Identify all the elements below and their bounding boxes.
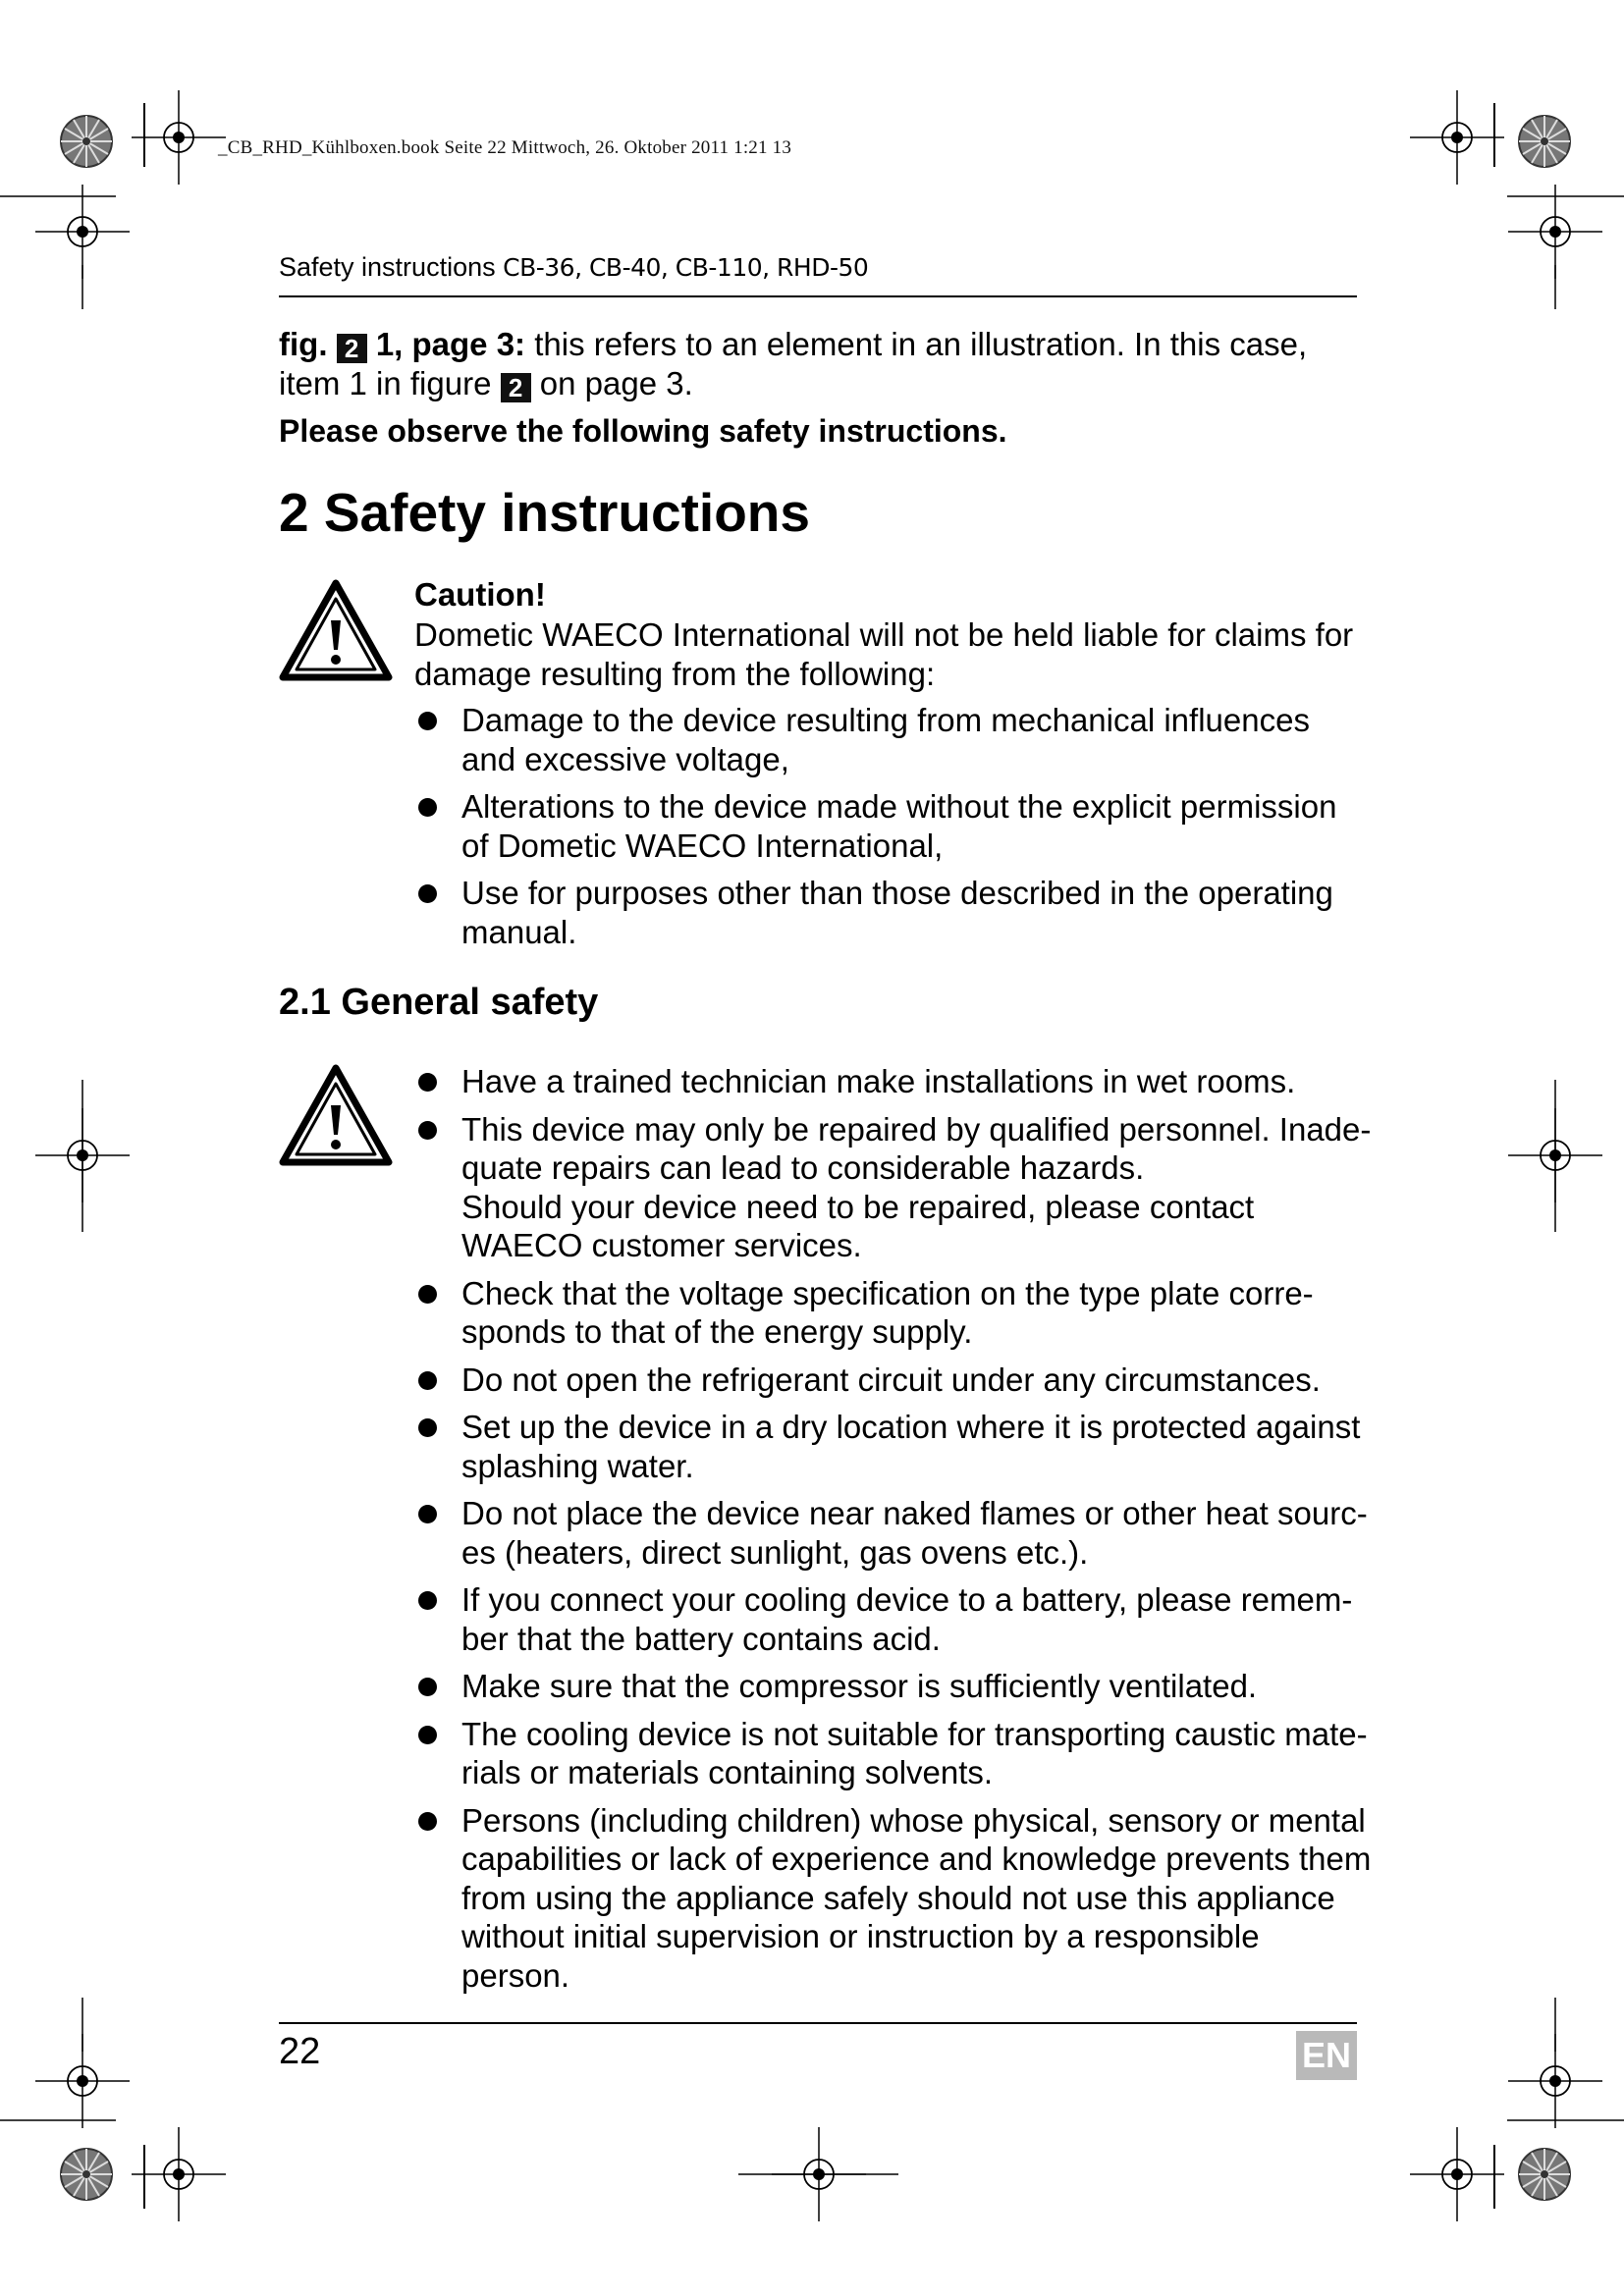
running-header bbox=[279, 252, 1357, 297]
warning-triangle-icon-2 bbox=[279, 1064, 393, 1166]
list-item-text: This device may only be repaired by qualified personnel. Inade- quate repairs can lead to considerable hazards. Should your device need to be repaired, please contact WAECO customer services. bbox=[461, 1110, 1372, 1263]
list-item bbox=[414, 1110, 1372, 1265]
bullet-icon bbox=[418, 1591, 437, 1610]
list-item bbox=[414, 1361, 1372, 1400]
fig-text-line-2b: on page 3. bbox=[530, 365, 693, 401]
bullet-icon bbox=[418, 1121, 437, 1140]
list-item bbox=[414, 1494, 1372, 1572]
list-item-text: Set up the device in a dry location where it is protected against splashing water. bbox=[461, 1409, 1361, 1484]
list-item-text: The cooling device is not suitable for transporting caustic mate- rials or materials containing solvents. bbox=[461, 1715, 1368, 1790]
bullet-icon bbox=[418, 1726, 437, 1744]
fig-text-line-2a: item 1 in figure bbox=[279, 365, 501, 401]
list-item-text: Damage to the device resulting from mechanical influences and excessive voltage, bbox=[461, 702, 1310, 777]
list-item bbox=[414, 701, 1372, 778]
figure-reference-note bbox=[279, 325, 1359, 403]
list-item-text: Have a trained technician make installations in wet rooms. bbox=[461, 1063, 1296, 1099]
general-safety-list bbox=[414, 1062, 1372, 2003]
print-info-line: _CB_RHD_Kühlboxen.book Seite 22 Mittwoch, 26. Oktober 2011 1:21 13 bbox=[218, 137, 792, 158]
page-number: 22 bbox=[279, 2031, 321, 2072]
list-item bbox=[414, 1801, 1372, 1996]
fig-text-line-1: this refers to an element in an illustration. In this case, bbox=[525, 326, 1308, 362]
list-item bbox=[414, 1274, 1372, 1352]
list-item bbox=[414, 874, 1372, 951]
list-item-text: Make sure that the compressor is sufficiently ventilated. bbox=[461, 1668, 1258, 1704]
list-item-text: Do not open the refrigerant circuit under any circumstances. bbox=[461, 1361, 1321, 1398]
fig-ref-rest: 1, page 3: bbox=[375, 326, 526, 362]
fig-label: fig. bbox=[279, 326, 328, 362]
list-item bbox=[414, 1408, 1372, 1485]
section-title: 2 Safety instructions bbox=[279, 482, 810, 543]
caution-list bbox=[414, 701, 1372, 960]
bullet-icon bbox=[418, 798, 437, 817]
list-item bbox=[414, 787, 1372, 865]
list-item-text: Persons (including children) whose physical, sensory or mental capabilities or lack of experience and knowledge prevents them from using the appliance safely should not use this appliance without initial supervision or instruction by a responsible person. bbox=[461, 1801, 1372, 1994]
list-item-text: Do not place the device near naked flames or other heat sourc- es (heaters, direct sunlight, gas ovens etc.). bbox=[461, 1495, 1368, 1571]
footer-rule bbox=[279, 2022, 1357, 2024]
warning-triangle-icon bbox=[279, 579, 393, 681]
list-item-text: If you connect your cooling device to a battery, please remem- ber that the battery contains acid. bbox=[461, 1581, 1353, 1657]
header-models: CB-36, CB-40, CB-110, RHD-50 bbox=[503, 253, 869, 282]
list-item bbox=[414, 1715, 1372, 1792]
bullet-icon bbox=[418, 1678, 437, 1696]
bullet-icon bbox=[418, 712, 437, 730]
bullet-icon bbox=[418, 1812, 437, 1831]
language-tab: EN bbox=[1296, 2031, 1357, 2080]
list-item-text: Use for purposes other than those described in the operating manual. bbox=[461, 875, 1333, 950]
list-item bbox=[414, 1062, 1372, 1101]
bullet-icon bbox=[418, 1371, 437, 1390]
bullet-icon bbox=[418, 884, 437, 903]
figure-number-box: 2 bbox=[337, 334, 367, 363]
observe-instruction: Please observe the following safety instructions. bbox=[279, 413, 1007, 449]
bullet-icon bbox=[418, 1505, 437, 1523]
bullet-icon bbox=[418, 1418, 437, 1437]
caution-text: Dometic WAECO International will not be held liable for claims for damage resulting from the following: bbox=[414, 616, 1354, 692]
list-item bbox=[414, 1580, 1372, 1658]
bullet-icon bbox=[418, 1285, 437, 1304]
list-item-text: Check that the voltage specification on the type plate corre- sponds to that of the energy supply. bbox=[461, 1274, 1314, 1350]
subsection-title: 2.1 General safety bbox=[279, 982, 599, 1023]
figure-number-box-2: 2 bbox=[501, 373, 531, 402]
caution-heading: Caution! bbox=[414, 576, 546, 613]
list-item-text: Alterations to the device made without the explicit permission of Dometic WAECO International, bbox=[461, 788, 1337, 864]
header-title: Safety instructions bbox=[279, 252, 496, 282]
list-item bbox=[414, 1667, 1372, 1706]
bullet-icon bbox=[418, 1073, 437, 1092]
